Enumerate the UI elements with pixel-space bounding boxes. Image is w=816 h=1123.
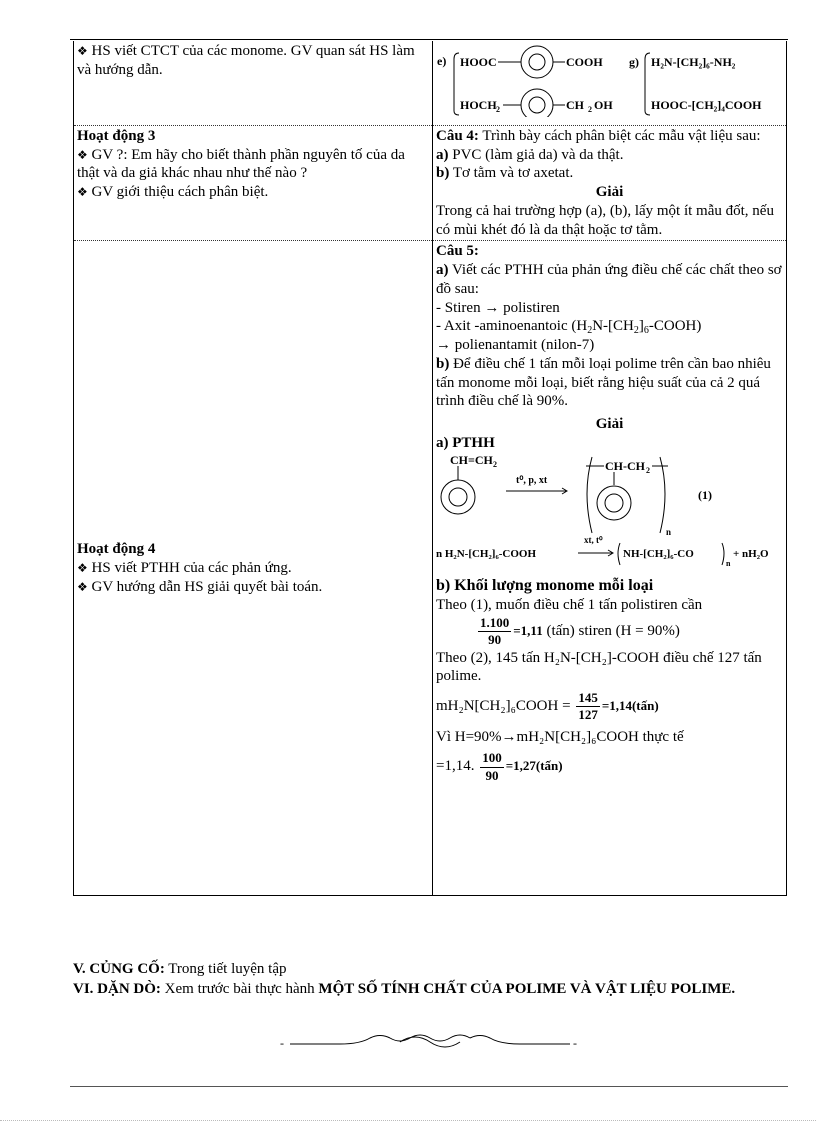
benzene-ring-icon: [441, 480, 475, 514]
calc-fraction-2: [436, 690, 783, 724]
monomer-structures: [435, 41, 787, 117]
part-b-label: b): [436, 165, 450, 182]
e2-right: CH: [566, 98, 584, 112]
e2-left: HOCH: [460, 98, 497, 112]
question4-text: Trình bày cách phân biệt các mẫu vật liệu sau:: [482, 127, 761, 144]
part-a-text: PVC (làm giả da) và da thật.: [452, 146, 624, 163]
row1-left: [74, 41, 433, 125]
svg-text:2: 2: [496, 105, 500, 114]
table-row: [74, 125, 787, 241]
e-label: e): [437, 54, 447, 68]
reaction2-rhs: NH-[CH₂]₆-CO: [623, 547, 694, 560]
f1-result: =1,11: [513, 623, 543, 639]
scheme-line-1: - Stiren → polistiren: [436, 299, 560, 316]
row1-left-text: HS viết CTCT của các monome. GV quan sát HS làm và hướng dẫn.: [77, 43, 415, 78]
ornament-divider-icon: [280, 1030, 580, 1054]
bottom-rule: [70, 1086, 788, 1087]
calc-line-2: Theo (2), 145 tấn H₂N-[CH₂]-COOH điều chế 127 tấn polime.: [436, 649, 762, 685]
calc-fraction-1: [436, 615, 783, 649]
diamond-bullet-icon: ❖: [77, 44, 88, 58]
f2-result: =1,14(tấn): [601, 698, 659, 714]
table-row: [74, 241, 787, 896]
row2-right: [433, 125, 787, 241]
svg-text:n: n: [726, 558, 731, 568]
diamond-bullet-icon: ❖: [77, 185, 88, 199]
mass-lhs: mH₂N[CH₂]₆COOH =: [436, 698, 571, 715]
reaction2-lhs: n H₂N-[CH₂]₆-COOH: [436, 547, 537, 560]
diamond-bullet-icon: ❖: [77, 560, 88, 575]
scheme-line-3: → polienantamit (nilon-7): [436, 337, 595, 353]
svg-text:OH: OH: [594, 98, 613, 112]
f1-den: 90: [488, 632, 502, 648]
reaction1-number: (1): [698, 487, 712, 502]
calc-line-1: Theo (1), muốn điều chế 1 tấn polistiren cần: [436, 597, 703, 614]
calc-line-3: Vì H=90%→mH₂N[CH₂]₆COOH thực tế: [436, 728, 684, 745]
reaction-diagram: [436, 453, 788, 571]
g1: H₂N-[CH₂]₆-NH₂: [651, 55, 736, 69]
section-vi-label: VI. DẶN DÒ:: [73, 980, 161, 997]
benzene-ring-icon: [521, 46, 553, 78]
section-vi-bold: MỘT SỐ TÍNH CHẤT CỦA POLIME VÀ VẬT LIỆU POLIME.: [318, 980, 736, 997]
diamond-bullet-icon: ❖: [77, 147, 88, 162]
footer-sections: [73, 960, 787, 999]
f3-lhs: =1,14.: [436, 758, 475, 775]
part-b-text: Tơ tằm và tơ axetat.: [452, 165, 574, 182]
mass-heading: b) Khối lượng monome mỗi loại: [436, 577, 654, 595]
f1-tail: (tấn) stiren (H = 90%): [546, 623, 680, 640]
reaction2-condition: xt, t⁰: [584, 534, 603, 545]
part-b-text: Để điều chế 1 tấn mỗi loại polime trên cần bao nhiêu tấn monome mỗi loại, biết rằng hiệu suất của cả 2 quá trình điều chế là 90%.: [436, 355, 771, 410]
f1-num: 1.100: [478, 615, 511, 632]
row1-right: [433, 41, 787, 125]
solution-heading: Giải: [595, 184, 624, 200]
table-row: [74, 41, 787, 125]
svg-text:n: n: [666, 526, 672, 537]
part-b-label: b): [436, 355, 450, 372]
svg-text:2: 2: [588, 105, 592, 114]
f2-den: 127: [578, 707, 598, 723]
activity3-heading: Hoạt động 3: [77, 127, 156, 144]
part-a-label: a): [436, 262, 449, 278]
f3-result: =1,27(tấn): [505, 758, 563, 774]
polystyrene-unit: CH-CH: [605, 458, 645, 473]
f2-num: 145: [576, 690, 600, 707]
calc-fraction-3: [436, 750, 783, 784]
activity4-heading: Hoạt động 4: [77, 541, 156, 558]
f3-den: 90: [485, 767, 499, 783]
activity3-bullet1: GV ?: Em hãy cho biết thành phần nguyên tố của da thật và da giả khác nhau như thế nào ?: [77, 146, 405, 182]
section-v: [73, 960, 787, 980]
question5-label: Câu 5:: [436, 243, 479, 260]
question4-label: Câu 4:: [436, 127, 479, 144]
g-label: g): [629, 55, 639, 69]
top-rule: [70, 39, 788, 40]
activity4-bullet2: GV hướng dẫn HS giải quyết bài toán.: [91, 578, 323, 595]
e1-right: COOH: [566, 55, 603, 69]
benzene-ring-icon: [597, 486, 631, 520]
solution-heading: Giải: [595, 416, 624, 432]
page-edge-rule: [0, 1120, 816, 1121]
svg-text:2: 2: [493, 459, 497, 469]
section-vi-text: Xem trước bài thực hành: [164, 980, 315, 997]
row3-right: [433, 241, 787, 896]
reaction1-condition: t⁰, p, xt: [516, 474, 548, 486]
row3-left: [74, 241, 433, 896]
svg-text:-: -: [573, 1036, 577, 1050]
diamond-bullet-icon: ❖: [77, 579, 88, 594]
part-a-text: Viết các PTHH của phản ứng điều chế các chất theo sơ đồ sau:: [436, 262, 782, 297]
e1-left: HOOC: [460, 55, 497, 69]
reaction2-water: + nH₂O: [733, 547, 769, 560]
g2: HOOC-[CH₂]₄COOH: [651, 98, 762, 112]
svg-text:-: -: [280, 1036, 284, 1050]
section-v-label: V. CỦNG CỐ:: [73, 961, 165, 977]
lesson-table: [73, 41, 787, 896]
question4-answer: Trong cả hai trường hợp (a), (b), lấy một ít mẫu đốt, nếu có mùi khét đó là da thật hoặc tơ tằm.: [436, 202, 774, 238]
f3-num: 100: [480, 750, 504, 767]
section-v-text: Trong tiết luyện tập: [168, 961, 287, 977]
activity3-bullet2: GV giới thiệu cách phân biệt.: [91, 184, 269, 200]
activity4-bullet1: HS viết PTHH của các phản ứng.: [91, 559, 292, 576]
svg-text:2: 2: [646, 465, 650, 475]
part-a-label: a): [436, 146, 449, 163]
row2-left: [74, 125, 433, 241]
equations-heading: a) PTHH: [436, 434, 495, 451]
styrene-label: CH=CH: [450, 452, 493, 467]
scheme-line-2: - Axit -aminoenantoic $(H_2N-[CH_2]_6-COOH)$: [436, 318, 702, 337]
section-vi: [73, 980, 787, 1000]
